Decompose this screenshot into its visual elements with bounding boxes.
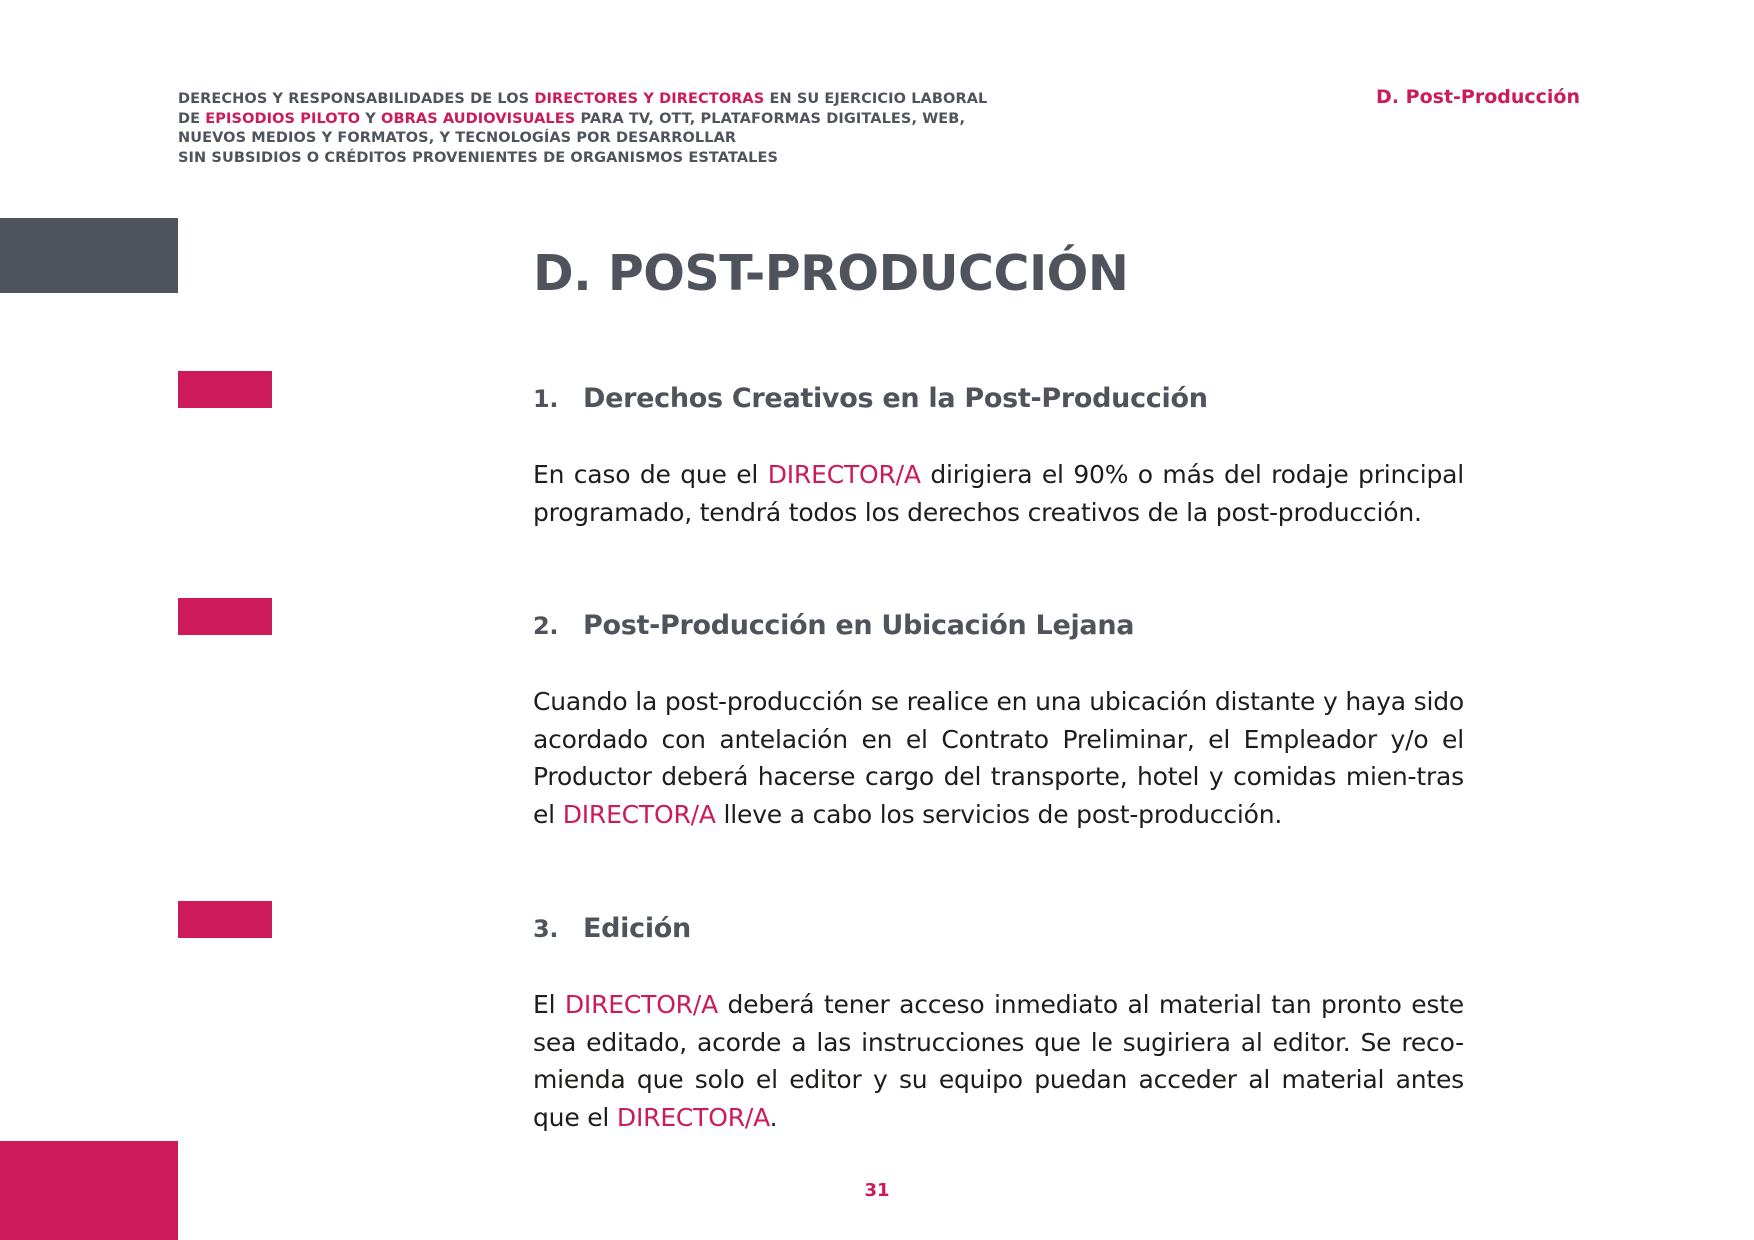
section-number: 3. [533, 915, 559, 943]
header-line-2: DE EPISODIOS PILOTO Y OBRAS AUDIOVISUALES PARA TV, OTT, PLATAFORMAS DIGITALES, WEB, [178, 110, 966, 127]
director-term: DIRECTOR/A [562, 799, 716, 829]
section-marker-2 [178, 598, 272, 635]
section-heading-2 [533, 609, 1134, 643]
director-term: DIRECTOR/A [616, 1102, 770, 1132]
section-title: Post-Producción en Ubicación Lejana [583, 610, 1135, 641]
director-term: DIRECTOR/A [564, 990, 718, 1019]
section-body-3: El DIRECTOR/A deberá tener acceso inmediato al material tan pronto este sea editado, acorde a las instrucciones que le sugiriera al editor. Se reco-mienda que solo el editor y su equipo puedan acceder al material antes que el DIRECTOR/A. [533, 990, 1464, 1132]
section-marker-3 [178, 901, 272, 938]
page-title: D. POST-PRODUCCIÓN [533, 245, 1129, 302]
director-term: DIRECTOR/A [767, 460, 921, 489]
running-header [178, 90, 1078, 168]
section-title: Derechos Creativos en la Post-Producción [583, 383, 1208, 414]
section-number: 2. [533, 612, 559, 640]
section-number: 1. [533, 385, 559, 413]
header-line-3: NUEVOS MEDIOS Y FORMATOS, Y TECNOLOGÍAS POR DESARROLLAR [178, 130, 737, 146]
section-body-1: En caso de que el DIRECTOR/A dirigiera el 90% o más del rodaje principal programado, tendrá todos los derechos creativos de la post-producción. [533, 460, 1464, 527]
section-tag: D. Post-Producción [1376, 86, 1580, 108]
page-number: 31 [864, 1180, 890, 1201]
section-heading-1 [533, 382, 1208, 416]
section-body-2: Cuando la post-producción se realice en una ubicación distante y haya sido acordado con antelación en el Contrato Preliminar, el Empleador y/o el Productor deberá hacerse cargo del transporte, hotel y comidas mien-tras el DIRECTOR/A lleve a cabo los servicios de post-producción. [533, 687, 1464, 829]
header-line-1: DERECHOS Y RESPONSABILIDADES DE LOS DIRECTORES Y DIRECTORAS EN SU EJERCICIO LABORAL [178, 91, 988, 107]
gray-decor-block [0, 218, 178, 293]
header-line-4: SIN SUBSIDIOS O CRÉDITOS PROVENIENTES DE ORGANISMOS ESTATALES [178, 149, 779, 166]
section-title: Edición [583, 913, 691, 944]
section-heading-3 [533, 912, 691, 946]
section-marker-1 [178, 371, 272, 408]
